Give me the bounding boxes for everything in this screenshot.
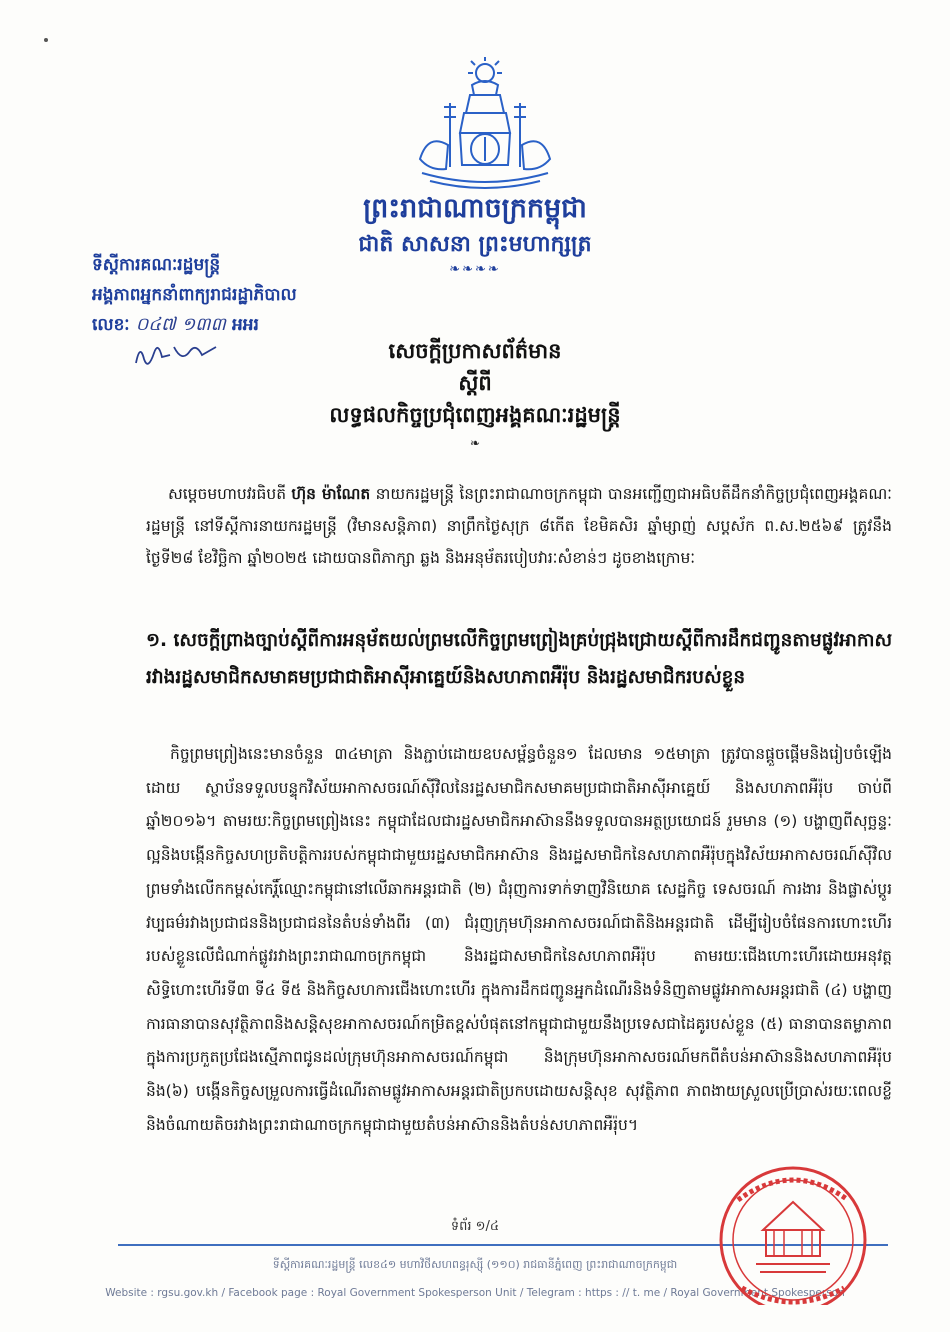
page-number: ទំព័រ ១/៤: [450, 1219, 500, 1234]
reference-number: ០៤៧ ១៣៣: [135, 314, 226, 335]
title-subject-label: ស្ដីពី: [458, 371, 492, 395]
office-name: ទីស្ដីការគណៈរដ្ឋមន្ត្រី: [92, 255, 221, 275]
issuing-office: [92, 250, 297, 340]
intro-body: នាយករដ្ឋមន្ត្រី នៃព្រះរាជាណាចក្រកម្ពុជា បានអញ្ជើញជាអធិបតីដឹកនាំកិច្ចប្រជុំពេញអង្គគណៈរដ្ឋមន្ត្រី នៅទីស្ដីការនាយករដ្ឋមន្ត្រី (វិមានសន្តិភាព) នាព្រឹកថ្ងៃសុក្រ ៨កើត ខែមិគសិរ ឆ្នាំម្សាញ់ សប្តស័ក ព.ស.២៥៦៩ ត្រូវនឹងថ្ងៃទី២៨ ខែវិច្ឆិកា ឆ្នាំ២០២៥ ដោយបានពិភាក្សា ឆ្លង និងអនុម័តរបៀបវារៈសំខាន់ៗ ដូចខាងក្រោមៈ: [146, 485, 892, 567]
header-ornament: ❧❧❧❧: [449, 262, 501, 277]
speck: [44, 38, 48, 42]
title-ornament: ❧: [469, 436, 481, 450]
unit-name: អង្គភាពអ្នកនាំពាក្យរាជរដ្ឋាភិបាល: [92, 285, 297, 305]
section-1-heading: ១. សេចក្ដីព្រាងច្បាប់ស្ដីពីការអនុម័តយល់ព្រមលើកិច្ចព្រមព្រៀងគ្រប់ជ្រុងជ្រោយស្ដីពីការដឹកជញ្ជូនតាមផ្លូវអាកាសរវាងរដ្ឋសមាជិកសមាគមប្រជាជាតិអាស៊ីអាគ្នេយ៍និងសហភាពអឺរ៉ុប និងរដ្ឋសមាជិករបស់ខ្លួន: [146, 630, 893, 688]
official-seal-stamp: [708, 1160, 878, 1305]
footer-contacts: Website : rgsu.gov.kh / Facebook page : Royal Government Spokesperson Unit / Telegram : https : // t. me / Royal Government Spokesperson: [105, 1287, 845, 1299]
intro-lead: សម្ដេចមហាបវរធិបតី: [168, 485, 292, 503]
reference-label: លេខៈ: [92, 315, 130, 335]
prime-minister-name: ហ៊ុន ម៉ាណែត: [291, 485, 371, 503]
document-title: សេចក្ដីប្រកាសព័ត៌មាន: [388, 339, 562, 363]
intro-paragraph: [146, 478, 892, 574]
reference-suffix: អអរ: [231, 315, 259, 335]
title-subject: លទ្ធផលកិច្ចប្រជុំពេញអង្គគណៈរដ្ឋមន្ត្រី: [329, 403, 621, 427]
kingdom-title: ព្រះរាជាណាចក្រកម្ពុជា: [363, 193, 587, 224]
national-motto: ជាតិ សាសនា ព្រះមហាក្សត្រ: [358, 232, 592, 257]
royal-coat-of-arms-icon: [400, 55, 570, 190]
section-1-body: កិច្ចព្រមព្រៀងនេះមានចំនួន ៣៤មាត្រា និងភ្ជាប់ដោយឧបសម្ព័ន្ធចំនួន១ ដែលមាន ១៥មាត្រា ត្រូវបានផ្ដួចផ្ដើមនិងរៀបចំឡើងដោយ ស្ថាប័នទទួលបន្ទុកវិស័យអាកាសចរណ៍ស៊ីវិលនៃរដ្ឋសមាជិកសមាគមប្រជាជាតិអាស៊ីអាគ្នេយ៍ និងសហភាពអឺរ៉ុប ចាប់ពីឆ្នាំ២០១៦។ តាមរយៈកិច្ចព្រមព្រៀងនេះ កម្ពុជាដែលជារដ្ឋសមាជិកអាស៊ាននឹងទទួលបានអត្ថប្រយោជន៍ រួមមាន (១) បង្ហាញពីសុច្ឆន្ទៈល្អនិងបង្កើនកិច្ចសហប្រតិបត្តិការរបស់កម្ពុជាជាមួយរដ្ឋសមាជិកអាស៊ាន និងរដ្ឋសមាជិកនៃសហភាពអឺរ៉ុបក្នុងវិស័យអាកាសចរណ៍ស៊ីវិល ព្រមទាំងលើកកម្ពស់កេរ្តិ៍ឈ្មោះកម្ពុជានៅលើឆាកអន្តរជាតិ (២) ជំរុញការទាក់ទាញវិនិយោគ សេដ្ឋកិច្ច ទេសចរណ៍ ការងារ និងផ្លាស់ប្ដូរវប្បធម៌រវាងប្រជាជននិងប្រជាជននៃតំបន់ទាំងពីរ (៣) ជំរុញក្រុមហ៊ុនអាកាសចរណ៍ជាតិនិងអន្តរជាតិ ដើម្បីរៀបចំផែនការហោះហើររបស់ខ្លួនលើជំណាក់ផ្លូវរវាងព្រះរាជាណាចក្រកម្ពុជា និងរដ្ឋជាសមាជិកនៃសហភាពអឺរ៉ុប តាមរយៈជើងហោះហើរដោយអនុវត្តសិទ្ធិហោះហើរទី៣ ទី៤ ទី៥ និងកិច្ចសហការជើងហោះហើរ ក្នុងការដឹកជញ្ជូនអ្នកដំណើរនិងទំនិញតាមផ្លូវអាកាសអន្តរជាតិ (៤) បង្ហាញការធានាបានសុវត្ថិភាពនិងសន្តិសុខអាកាសចរណ៍កម្រិតខ្ពស់បំផុតនៅកម្ពុជាជាមួយនឹងប្រទេសជាដៃគូរបស់ខ្លួន (៥) ធានាបានតម្លាភាពក្នុងការប្រកួតប្រជែងស្មើភាពជូនដល់ក្រុមហ៊ុនអាកាសចរណ៍កម្ពុជា និងក្រុមហ៊ុនអាកាសចរណ៍មកពីតំបន់អាស៊ាននិងសហភាពអឺរ៉ុប និង(៦) បង្កើនកិច្ចសម្រួលការធ្វើដំណើរតាមផ្លូវអាកាសអន្តរជាតិប្រកបដោយសន្តិសុខ សុវត្ថិភាព ភាពងាយស្រួលប្រើប្រាស់រយៈពេលខ្លី និងចំណាយតិចរវាងព្រះរាជាណាចក្រកម្ពុជាជាមួយតំបន់អាស៊ាននិងតំបន់សហភាពអឺរ៉ុប។: [146, 745, 892, 1134]
footer-address: ទីស្ដីការគណៈរដ្ឋមន្ត្រី លេខ៤១ មហាវិថីសហពន្ធរុស្ស៊ី (១១០) រាជធានីភ្នំពេញ ព្រះរាជាណាចក្រកម្ពុជា: [272, 1258, 678, 1271]
